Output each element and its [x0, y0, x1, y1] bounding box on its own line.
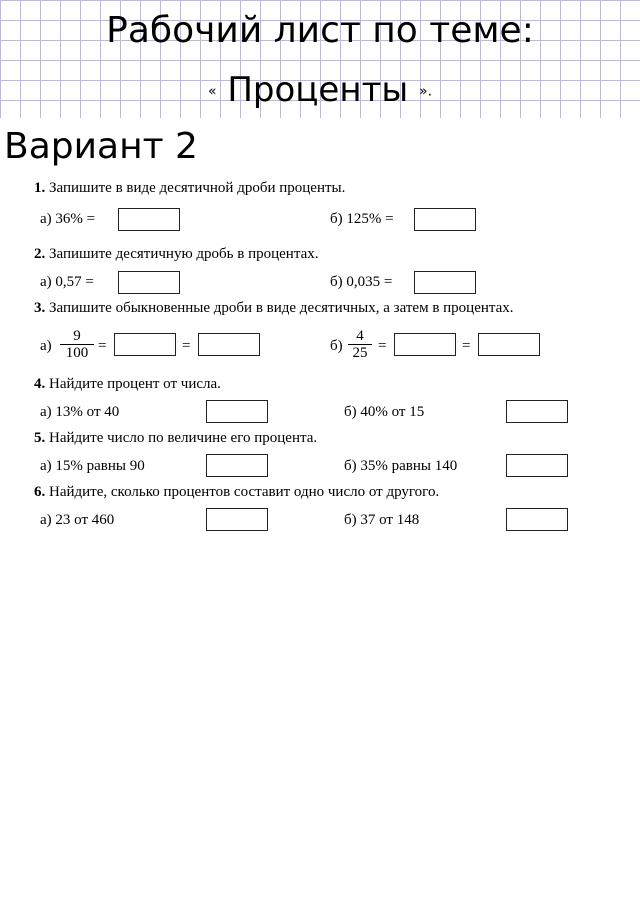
- worksheet-topic: [0, 70, 640, 110]
- task-6-number: 6.: [34, 484, 46, 500]
- task-4-text: Найдите процент от числа.: [49, 376, 221, 392]
- task-2-number: 2.: [34, 246, 46, 262]
- worksheet-title: Рабочий лист по теме:: [106, 10, 534, 51]
- task-6-heading: [34, 484, 439, 501]
- task-4a-label: а) 13% от 40: [40, 404, 120, 420]
- task-5b-answer-box[interactable]: [506, 454, 568, 477]
- task-3b-decimal-box[interactable]: [394, 333, 456, 356]
- task-3b-equals-1: =: [378, 338, 387, 354]
- task-4-heading: [34, 376, 221, 393]
- task-2a-label: а) 0,57 =: [40, 274, 94, 290]
- task-3a-denominator: 100: [65, 345, 89, 361]
- task-3a-numerator: 9: [60, 328, 94, 345]
- task-1a-label: а) 36% =: [40, 211, 96, 227]
- quote-close: ».: [419, 83, 433, 100]
- task-3b-prefix: б): [330, 338, 343, 354]
- task-3-text: Запишите обыкновенные дроби в виде десятичных, а затем в процентах.: [49, 300, 514, 316]
- task-1a-answer-box[interactable]: [118, 208, 180, 231]
- task-3b-percent-box[interactable]: [478, 333, 540, 356]
- task-5b-label: б) 35% равны 140: [344, 458, 458, 474]
- task-1-text: Запишите в виде десятичной дроби проценты.: [49, 180, 346, 196]
- task-3a-equals-1: =: [98, 338, 107, 354]
- task-1-heading: [34, 180, 345, 197]
- task-5-text: Найдите число по величине его процента.: [49, 430, 318, 446]
- task-3b-equals-2: =: [462, 338, 471, 354]
- task-6a-answer-box[interactable]: [206, 508, 268, 531]
- task-3a-percent-box[interactable]: [198, 333, 260, 356]
- task-1-number: 1.: [34, 180, 46, 196]
- task-5a-label: а) 15% равны 90: [40, 458, 145, 474]
- task-3a-equals-2: =: [182, 338, 191, 354]
- task-2b-label: б) 0,035 =: [330, 274, 393, 290]
- task-3-number: 3.: [34, 300, 46, 316]
- task-5-heading: [34, 430, 317, 447]
- task-3b-denominator: 25: [352, 345, 368, 361]
- task-3a-fraction: [60, 328, 94, 361]
- task-3-heading: [34, 300, 514, 317]
- task-6b-label: б) 37 от 148: [344, 512, 420, 528]
- task-3b-fraction: [348, 328, 372, 361]
- task-4b-answer-box[interactable]: [506, 400, 568, 423]
- task-3a-prefix: а): [40, 338, 52, 354]
- task-4b-label: б) 40% от 15: [344, 404, 425, 420]
- variant-label: Вариант 2: [4, 126, 198, 167]
- task-5-number: 5.: [34, 430, 46, 446]
- task-6-text: Найдите, сколько процентов составит одно число от другого.: [49, 484, 440, 500]
- task-1b-label: б) 125% =: [330, 211, 394, 227]
- task-1b-answer-box[interactable]: [414, 208, 476, 231]
- task-6b-answer-box[interactable]: [506, 508, 568, 531]
- quote-open: «: [207, 83, 217, 100]
- task-4-number: 4.: [34, 376, 46, 392]
- exercise-sheet: [34, 174, 598, 534]
- topic-name: Проценты: [227, 70, 409, 110]
- task-6a-label: а) 23 от 460: [40, 512, 115, 528]
- task-4a-answer-box[interactable]: [206, 400, 268, 423]
- task-2a-answer-box[interactable]: [118, 271, 180, 294]
- task-2b-answer-box[interactable]: [414, 271, 476, 294]
- task-3b-numerator: 4: [348, 328, 372, 345]
- task-2-heading: [34, 246, 318, 263]
- task-2-text: Запишите десятичную дробь в процентах.: [49, 246, 319, 262]
- task-3a-decimal-box[interactable]: [114, 333, 176, 356]
- task-5a-answer-box[interactable]: [206, 454, 268, 477]
